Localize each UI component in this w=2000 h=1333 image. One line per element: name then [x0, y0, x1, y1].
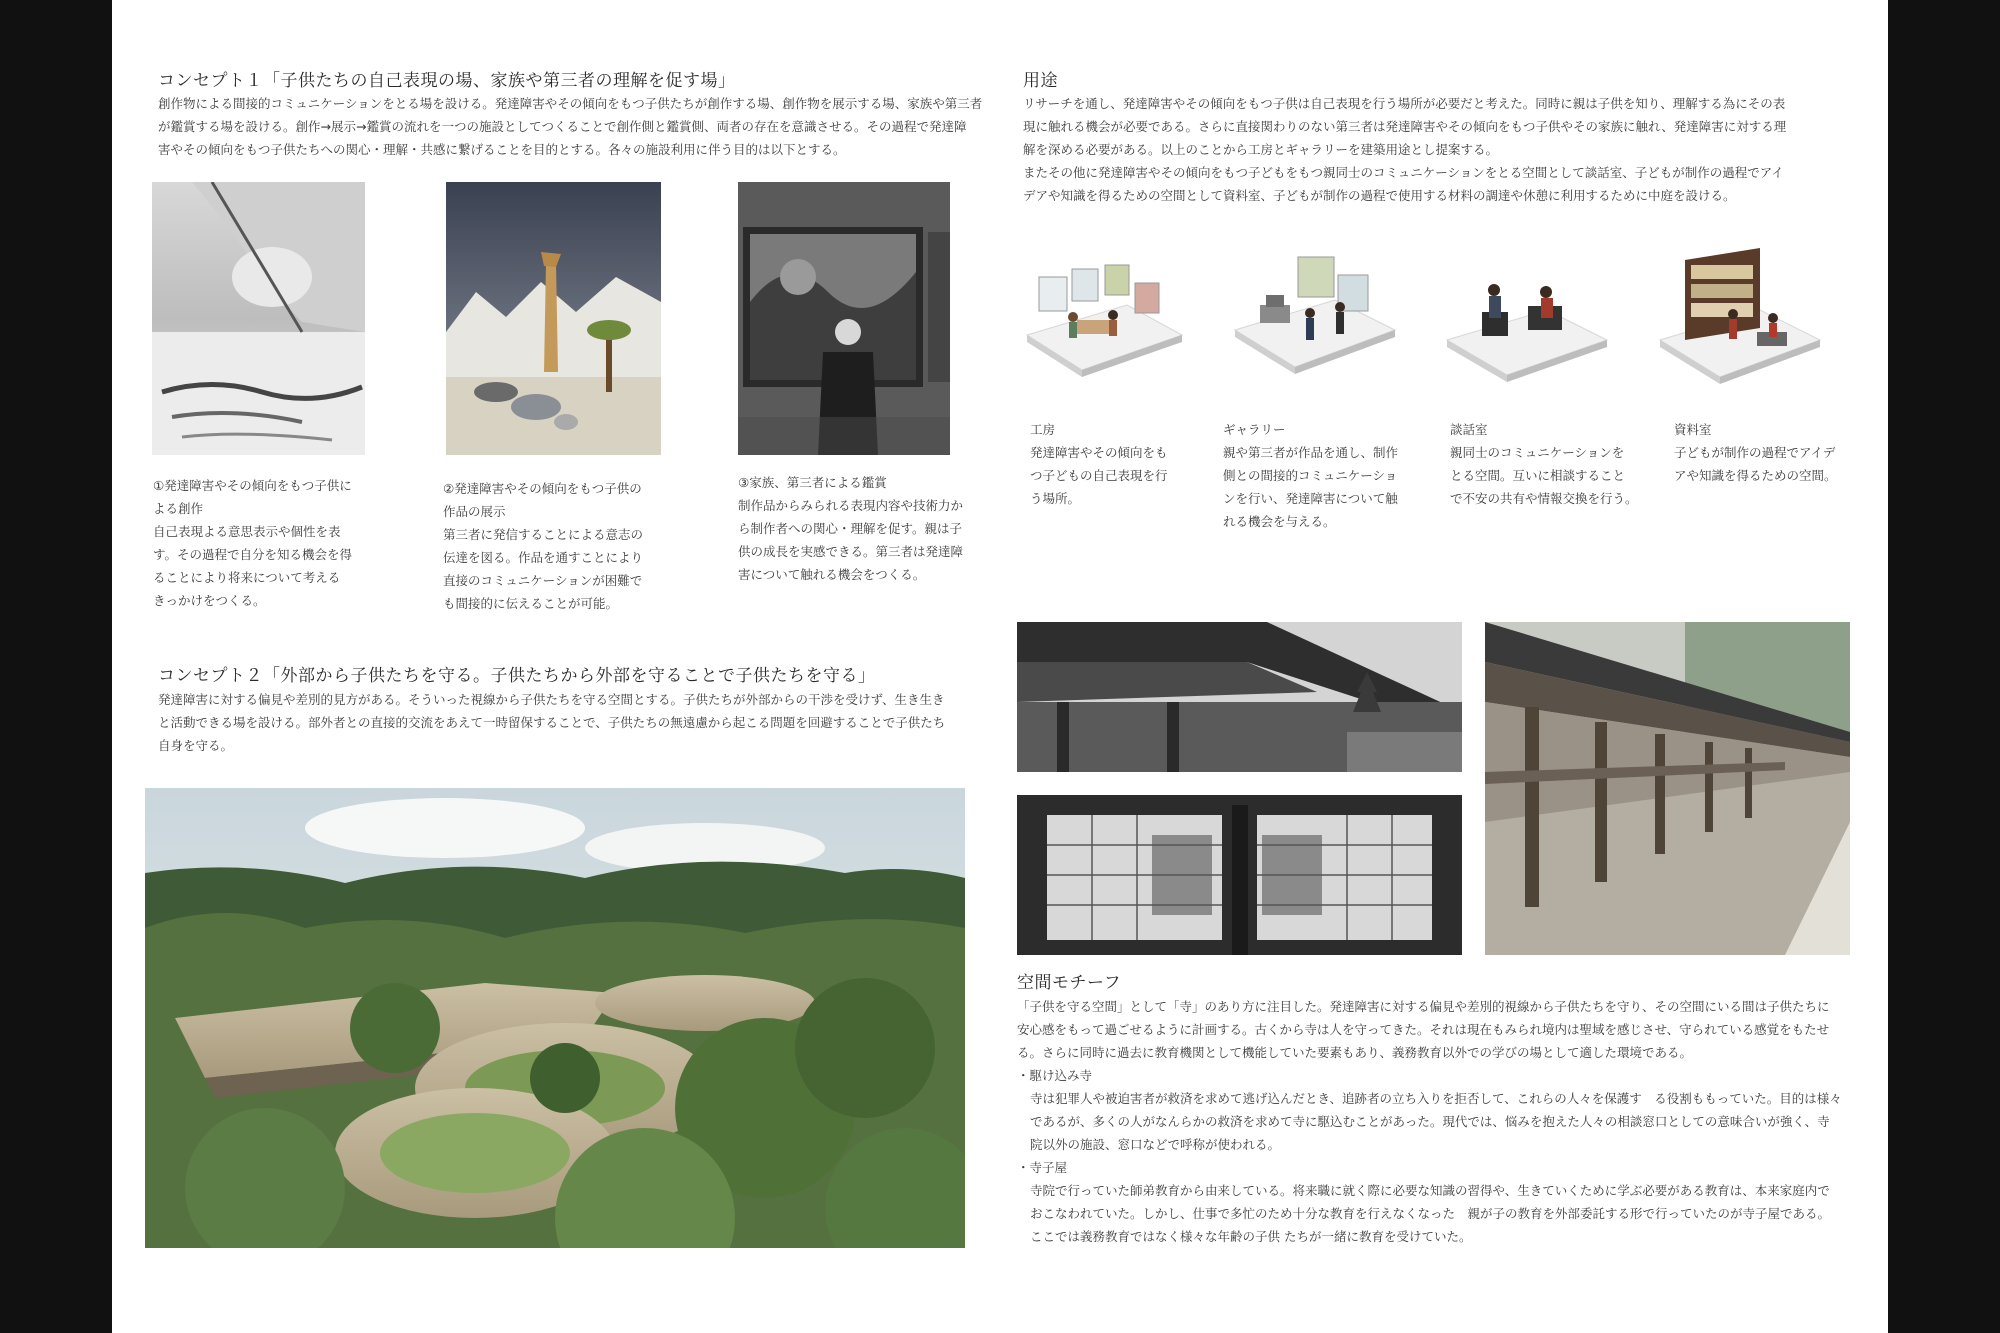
- temple-interior-photo: [1017, 795, 1462, 955]
- caption-line: ①発達障害やその傾向をもつ子供に: [153, 478, 352, 493]
- motif-line: 寺は犯罪人や被迫害者が救済を求めて逃げ込んだとき、追跡者の立ち入りを拒否して、これらの人々を保護す る役割ももっていた。目的は様々: [1030, 1091, 1842, 1106]
- motif-line: おこなわれていた。しかし、仕事で多忙のため十分な教育を行えなくなった 親が子の教育を外部委託する形で行っていたのが寺子屋である。: [1030, 1206, 1831, 1221]
- caption-line: 作品の展示: [443, 504, 506, 519]
- room-line: つ子どもの自己表現を行: [1030, 468, 1168, 483]
- concept1-line: が鑑賞する場を設ける。創作→展示→鑑賞の流れを一つの施設としてつくることで創作側と鑑賞側、両者の存在を意識させる。その過程で発達障: [158, 119, 967, 134]
- gallery-viewing-photo: [738, 182, 950, 455]
- room-line: で不安の共有や情報交換を行う。: [1450, 491, 1638, 506]
- motif-line: 院以外の施設、窓口などで呼称が使われる。: [1030, 1137, 1281, 1152]
- motif-text: [1017, 995, 1877, 1248]
- usage-line: 現に触れる機会が必要である。さらに直接関わりのない第三者は発達障害やその傾向をもつ子供やその家族に触れ、発達障害に対する理: [1023, 119, 1787, 134]
- drawing-child-photo: [152, 182, 365, 455]
- caption-line: ることにより将来について考える: [153, 570, 341, 585]
- caption-line: 直接のコミュニケーションが困難で: [443, 573, 643, 588]
- room-name: 工房: [1030, 422, 1056, 437]
- caption-line: 伝達を図る。作品を通すことにより: [443, 550, 644, 565]
- temple-corridor-photo: [1485, 622, 1850, 955]
- room-line: とる空間。互いに相談すること: [1450, 468, 1626, 483]
- motif-line: であるが、多くの人がなんらかの救済を求めて寺に駆込むことがあった。現代では、悩みを抱えた人々の相談窓口としての意味合いが強く、寺: [1030, 1114, 1830, 1129]
- motif-line: 寺院で行っていた師弟教育から由来している。将来職に就く際に必要な知識の習得や、生きていくために学ぶ必要がある教育は、本来家庭内で: [1030, 1183, 1830, 1198]
- concept1-text: [158, 92, 1038, 161]
- caption-line: す。その過程で自分を知る機会を得: [153, 547, 353, 562]
- document-page: [112, 0, 1888, 1333]
- lounge-model: [1442, 270, 1612, 395]
- room-gallery: [1223, 418, 1423, 533]
- concept1-line: 創作物による間接的コミュニケーションをとる場を設ける。発達障害やその傾向をもつ子供たちが創作する場、創作物を展示する場、家族や第三者: [158, 96, 983, 111]
- concept2-text: [158, 688, 1038, 757]
- motif-item-title: ・寺子屋: [1017, 1160, 1068, 1175]
- room-line: 発達障害やその傾向をも: [1030, 445, 1168, 460]
- motif-item-title: ・駆け込み寺: [1017, 1068, 1093, 1083]
- room-library: [1674, 418, 1874, 487]
- caption-line: ら制作者への関心・理解を促す。親は子: [738, 521, 963, 536]
- motif-line: ここでは義務教育ではなく様々な年齢の子供 たちが一緒に教育を受けていた。: [1030, 1229, 1472, 1244]
- library-model: [1655, 240, 1825, 395]
- concept1-line: 害やその傾向をもつ子供たちへの関心・理解・共感に繋げることを目的とする。各々の施設利用に伴う目的は以下とする。: [158, 142, 846, 157]
- caption-exhibition: [443, 477, 683, 615]
- caption-line: よる創作: [153, 501, 204, 516]
- usage-line: リサーチを通し、発達障害やその傾向をもつ子供は自己表現を行う場所が必要だと考えた。同時に親は子供を知り、理解する為にその表: [1023, 96, 1786, 111]
- concept2-line: 自身を守る。: [158, 738, 234, 753]
- usage-text: [1023, 92, 1853, 207]
- caption-line: 第三者に発信することによる意志の: [443, 527, 644, 542]
- room-line: アや知識を得るための空間。: [1674, 468, 1837, 483]
- caption-line: も間接的に伝えることが可能。: [443, 596, 619, 611]
- room-lounge: [1450, 418, 1650, 510]
- room-name: ギャラリー: [1223, 422, 1286, 437]
- room-line: 親や第三者が作品を通し、制作: [1223, 445, 1399, 460]
- motif-title: 空間モチーフ: [1017, 973, 1122, 993]
- room-line: う場所。: [1030, 491, 1081, 506]
- room-name: 談話室: [1450, 422, 1488, 437]
- caption-line: きっかけをつくる。: [153, 593, 266, 608]
- motif-line: る。さらに同時に過去に教育機関として機能していた要素もあり、義務教育以外での学びの場として適した環境である。: [1017, 1045, 1693, 1060]
- room-line: 子どもが制作の過程でアイデ: [1674, 445, 1836, 460]
- caption-line: 供の成長を実感できる。第三者は発達障: [738, 544, 964, 559]
- usage-title: 用途: [1023, 71, 1058, 91]
- aerial-rendering: [145, 788, 965, 1248]
- caption-viewing: [738, 471, 998, 586]
- caption-line: 害について触れる機会をつくる。: [738, 567, 926, 582]
- caption-line: 自己表現よる意思表示や個性を表: [153, 524, 341, 539]
- temple-eaves-photo: [1017, 622, 1462, 772]
- usage-line: デアや知識を得るための空間として資料室、子どもが制作の過程で使用する材料の調達や休憩に利用するために中庭を設ける。: [1023, 188, 1736, 203]
- motif-line: 安心感をもって過ごせるように計画する。古くから寺は人を守ってきた。それは現在もみられ境内は聖域を感じさせ、守られている感覚をもたせ: [1017, 1022, 1830, 1037]
- room-line: ンを行い、発達障害について触: [1223, 491, 1398, 506]
- concept2-title: コンセプト２「外部から子供たちを守る。子供たちから外部を守ることで子供たちを守る」: [158, 666, 876, 686]
- room-name: 資料室: [1674, 422, 1712, 437]
- caption-creation: [153, 474, 393, 612]
- gallery-model: [1230, 245, 1400, 395]
- origami-exhibit-photo: [446, 182, 661, 455]
- usage-line: またその他に発達障害やその傾向をもつ子どもをもつ親同士のコミュニケーションをとる空間として談話室、子どもが制作の過程でアイ: [1023, 165, 1784, 180]
- concept2-line: 発達障害に対する偏見や差別的見方がある。そういった視線から子供たちを守る空間とする。子供たちが外部からの干渉を受けず、生き生き: [158, 692, 945, 707]
- caption-line: ②発達障害やその傾向をもつ子供の: [443, 481, 642, 496]
- workshop-model: [1017, 255, 1187, 395]
- concept1-title: コンセプト１「子供たちの自己表現の場、家族や第三者の理解を促す場」: [158, 71, 736, 91]
- motif-line: 「子供を守る空間」として「寺」のあり方に注目した。発達障害に対する偏見や差別的視線から子供たちを守り、その空間にいる間は子供たちに: [1017, 999, 1830, 1014]
- concept2-line: と活動できる場を設ける。部外者との直接的交流をあえて一時留保することで、子供たちの無遠慮から起こる問題を回避することで子供たち: [158, 715, 946, 730]
- caption-line: ③家族、第三者による鑑賞: [738, 475, 887, 490]
- usage-line: 解を深める必要がある。以上のことから工房とギャラリーを建築用途とし提案する。: [1023, 142, 1499, 157]
- room-line: 親同士のコミュニケーションを: [1450, 445, 1625, 460]
- room-workshop: [1030, 418, 1200, 510]
- room-line: 側との間接的コミュニケーショ: [1223, 468, 1398, 483]
- caption-line: 制作品からみられる表現内容や技術力か: [738, 498, 964, 513]
- room-line: れる機会を与える。: [1223, 514, 1336, 529]
